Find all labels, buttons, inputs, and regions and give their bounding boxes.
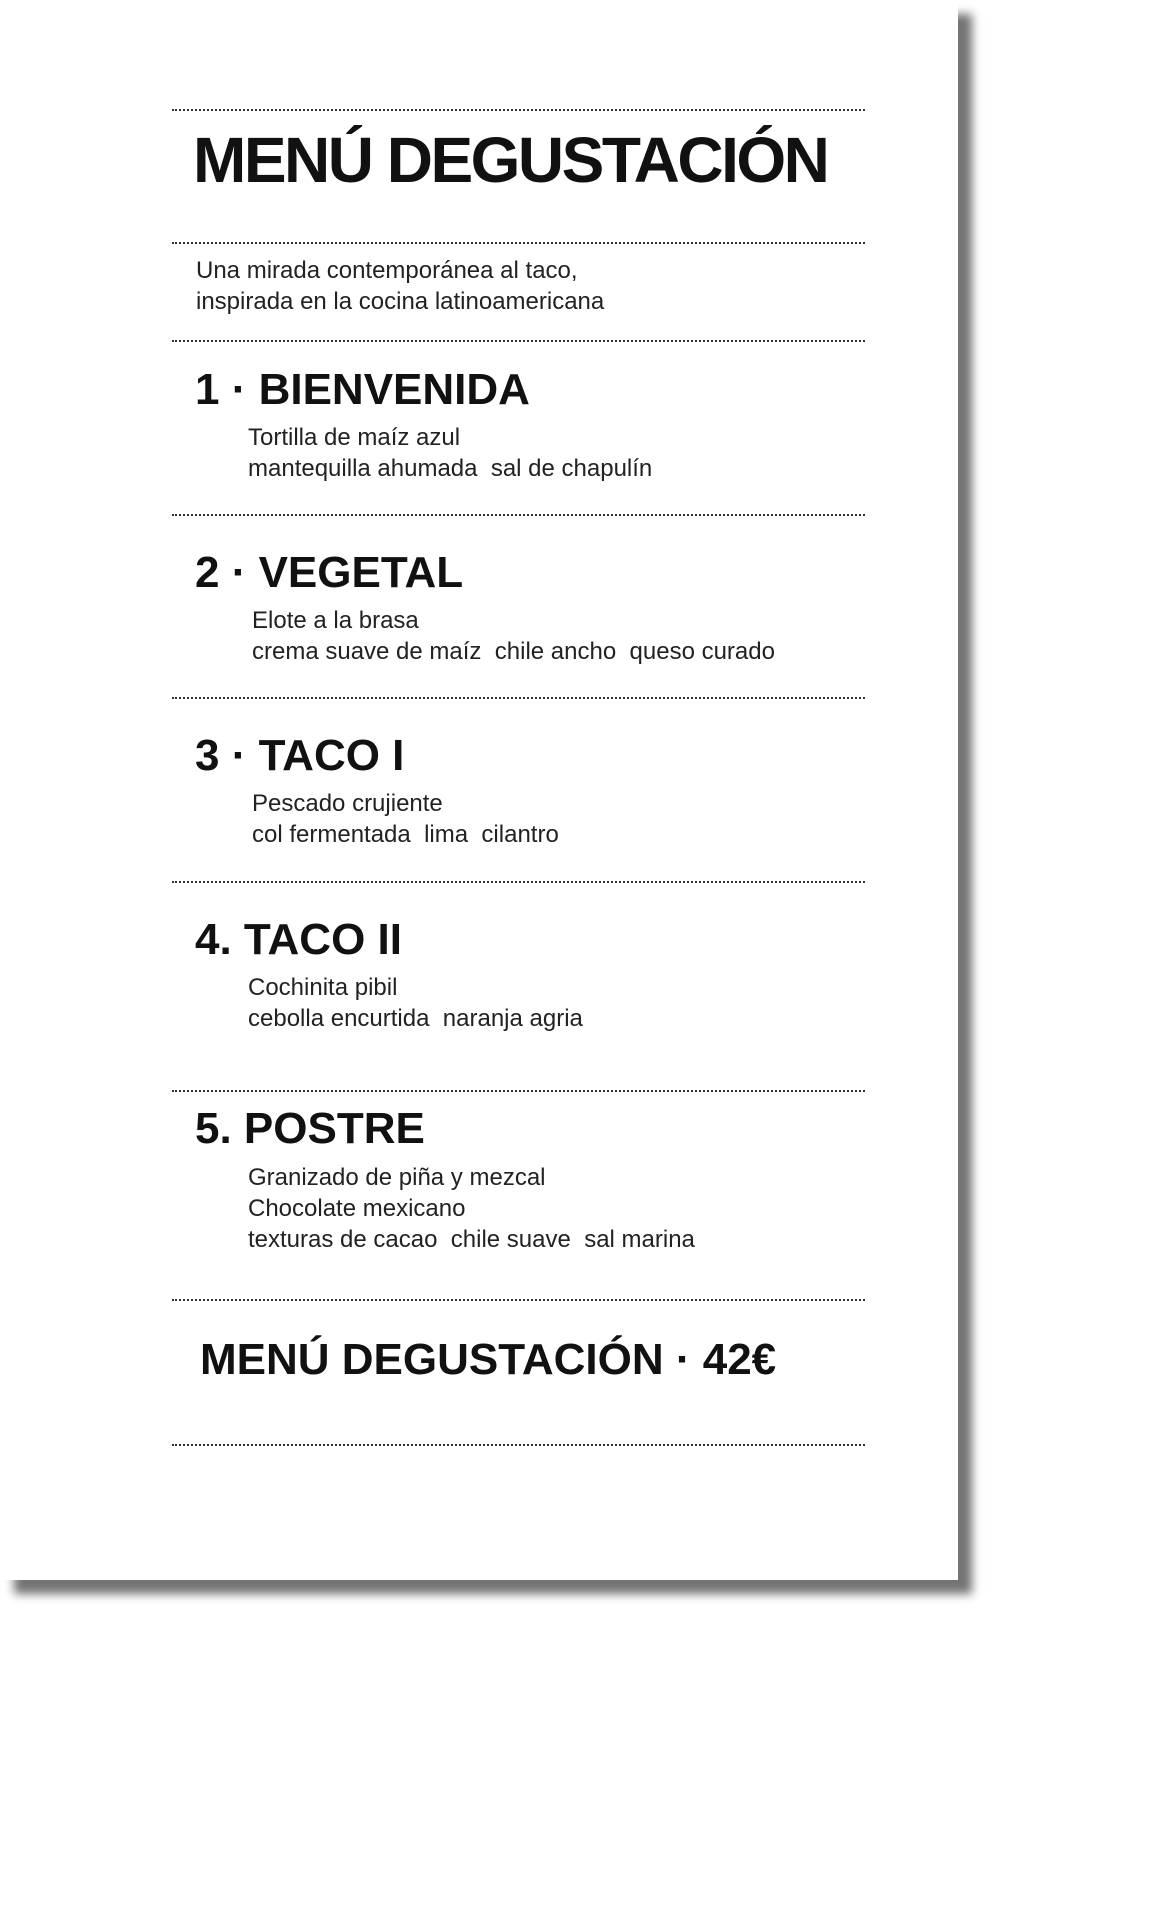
menu-title: MENÚ DEGUSTACIÓN <box>193 124 828 196</box>
course-line: Pescado crujiente <box>252 790 443 817</box>
dotted-divider <box>172 697 865 699</box>
course-description-bienvenida <box>248 422 652 484</box>
course-description-taco-1 <box>252 788 559 850</box>
dotted-divider <box>172 340 865 342</box>
course-line: texturas de cacao chile suave sal marina <box>248 1226 695 1253</box>
course-heading-bienvenida: 1 · BIENVENIDA <box>195 365 530 414</box>
course-line: mantequilla ahumada sal de chapulín <box>248 455 653 482</box>
course-line: cebolla encurtida naranja agria <box>248 1005 583 1032</box>
menu-intro <box>196 255 604 317</box>
course-line: crema suave de maíz chile ancho queso curado <box>252 638 775 665</box>
dotted-divider <box>172 1090 865 1092</box>
dotted-divider <box>172 1299 865 1301</box>
dotted-divider <box>172 242 865 244</box>
course-description-postre <box>248 1162 695 1255</box>
dotted-divider <box>172 514 865 516</box>
course-line: Chocolate mexicano <box>248 1195 466 1222</box>
course-heading-postre: 5. POSTRE <box>195 1104 425 1153</box>
dotted-divider <box>172 881 865 883</box>
course-line: Cochinita pibil <box>248 974 398 1001</box>
course-line: col fermentada lima cilantro <box>252 821 559 848</box>
course-line: Tortilla de maíz azul <box>248 424 461 451</box>
course-line: Granizado de piña y mezcal <box>248 1164 546 1191</box>
dotted-divider <box>172 1444 865 1446</box>
course-line: Elote a la brasa <box>252 607 419 634</box>
dotted-divider <box>172 109 865 111</box>
course-heading-taco-2: 4. TACO II <box>195 915 402 964</box>
intro-line: inspirada en la cocina latinoamericana <box>196 288 605 315</box>
menu-price: MENÚ DEGUSTACIÓN · 42€ <box>200 1335 777 1384</box>
intro-line: Una mirada contemporánea al taco, <box>196 257 578 284</box>
course-description-vegetal <box>252 605 775 667</box>
course-heading-taco-1: 3 · TACO I <box>195 731 405 780</box>
course-heading-vegetal: 2 · VEGETAL <box>195 548 464 597</box>
course-description-taco-2 <box>248 972 583 1034</box>
